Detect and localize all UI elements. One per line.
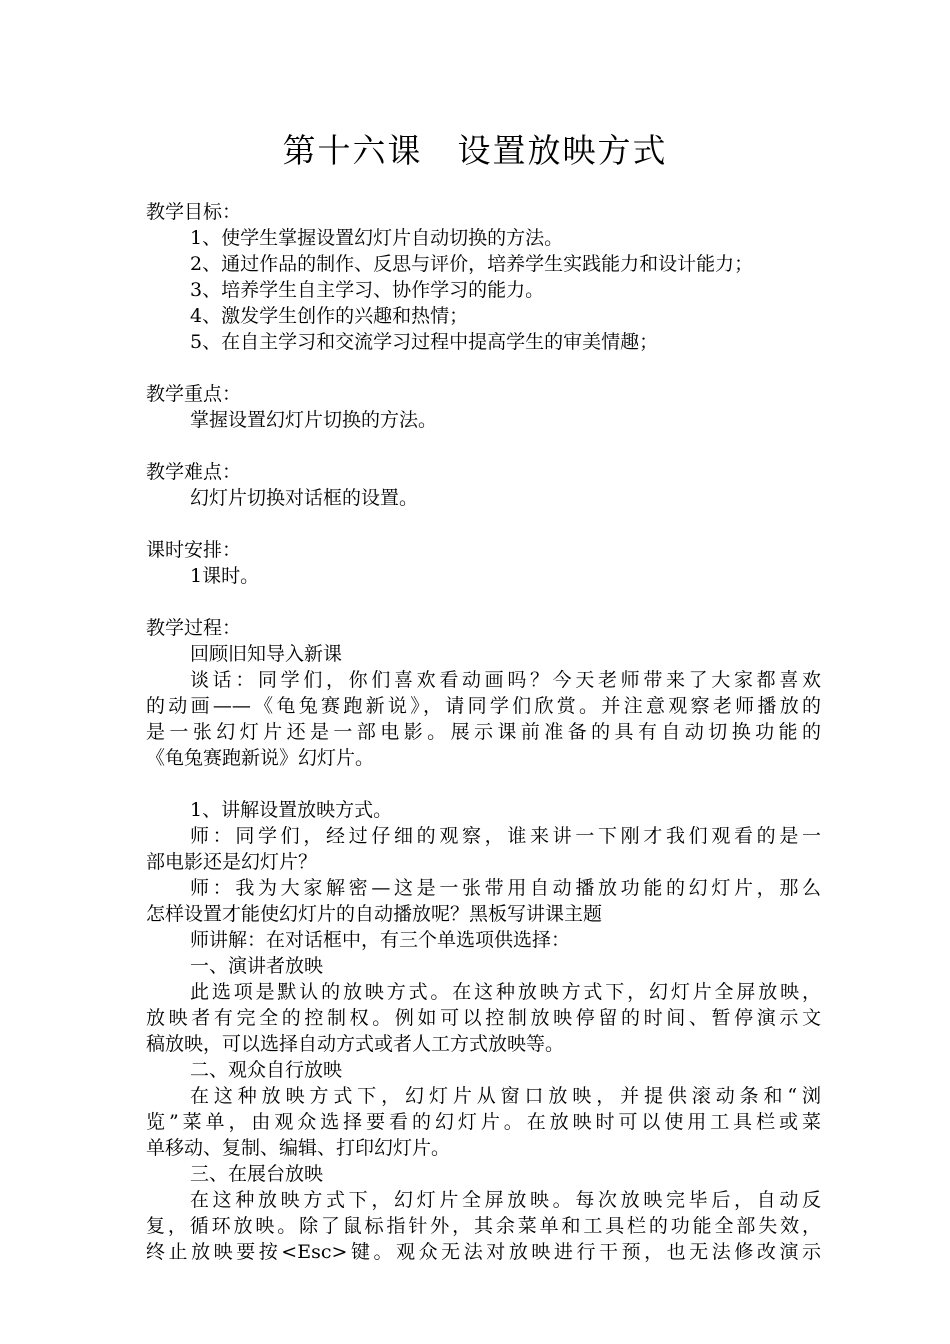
process-line: 终止放映要按<Esc>键。观众无法对放映进行干预，也无法修改演示	[146, 1241, 821, 1263]
process-line: 是一张幻灯片还是一部电影。展示课前准备的具有自动切换功能的	[146, 721, 821, 743]
process-line: 师：同学们，经过仔细的观察，谁来讲一下刚才我们观看的是一	[190, 825, 821, 847]
difficulty-heading: 教学难点：	[146, 461, 242, 483]
process-line: 回顾旧知导入新课	[190, 643, 343, 665]
process-line: 放映者有完全的控制权。例如可以控制放映停留的时间、暂停演示文	[146, 1007, 821, 1029]
difficulty-text: 幻灯片切换对话框的设置。	[190, 487, 419, 509]
process-line: 览”菜单，由观众选择要看的幻灯片。在放映时可以使用工具栏或菜	[146, 1111, 821, 1133]
process-line: 怎样设置才能使幻灯片的自动播放呢？黑板写讲课主题	[146, 903, 603, 925]
process-line: 在这种放映方式下，幻灯片全屏放映。每次放映完毕后，自动反	[190, 1189, 821, 1211]
process-heading: 教学过程：	[146, 617, 242, 639]
process-line: 稿放映，可以选择自动方式或者人工方式放映等。	[146, 1033, 565, 1055]
key-heading: 教学重点：	[146, 383, 242, 405]
goal-item: 4、激发学生创作的兴趣和热情；	[190, 305, 469, 327]
process-line: 单移动、复制、编辑、打印幻灯片。	[146, 1137, 451, 1159]
schedule-heading: 课时安排：	[146, 539, 242, 561]
process-line: 师：我为大家解密—这是一张带用自动播放功能的幻灯片，那么	[190, 877, 821, 899]
process-line: 《龟兔赛跑新说》幻灯片。	[146, 747, 375, 769]
process-line: 一、演讲者放映	[190, 955, 324, 977]
goal-item: 1、使学生掌握设置幻灯片自动切换的方法。	[190, 227, 564, 249]
goals-heading: 教学目标：	[146, 201, 242, 223]
process-line: 在这种放映方式下，幻灯片从窗口放映，并提供滚动条和“浏	[190, 1085, 821, 1107]
goal-item: 3、培养学生自主学习、协作学习的能力。	[190, 279, 545, 301]
process-line: 二、观众自行放映	[190, 1059, 343, 1081]
key-text: 掌握设置幻灯片切换的方法。	[190, 409, 438, 431]
process-line: 三、在展台放映	[190, 1163, 324, 1185]
process-line: 谈话：同学们，你们喜欢看动画吗？今天老师带来了大家都喜欢	[190, 669, 821, 691]
goal-item: 5、在自主学习和交流学习过程中提高学生的审美情趣；	[190, 331, 659, 353]
document-body	[146, 199, 821, 1265]
process-line: 1、讲解设置放映方式。	[190, 799, 393, 821]
process-line: 的动画——《龟兔赛跑新说》，请同学们欣赏。并注意观察老师播放的	[146, 695, 821, 717]
process-line: 部电影还是幻灯片？	[146, 851, 318, 873]
document-title: 第十六课 设置放映方式	[282, 131, 668, 170]
process-line: 复，循环放映。除了鼠标指针外，其余菜单和工具栏的功能全部失效，	[146, 1215, 821, 1237]
schedule-text: 1课时。	[190, 565, 260, 587]
goal-item: 2、通过作品的制作、反思与评价，培养学生实践能力和设计能力；	[190, 253, 754, 275]
process-line: 师讲解：在对话框中，有三个单选项供选择：	[190, 929, 571, 951]
process-line: 此选项是默认的放映方式。在这种放映方式下，幻灯片全屏放映，	[190, 981, 821, 1003]
